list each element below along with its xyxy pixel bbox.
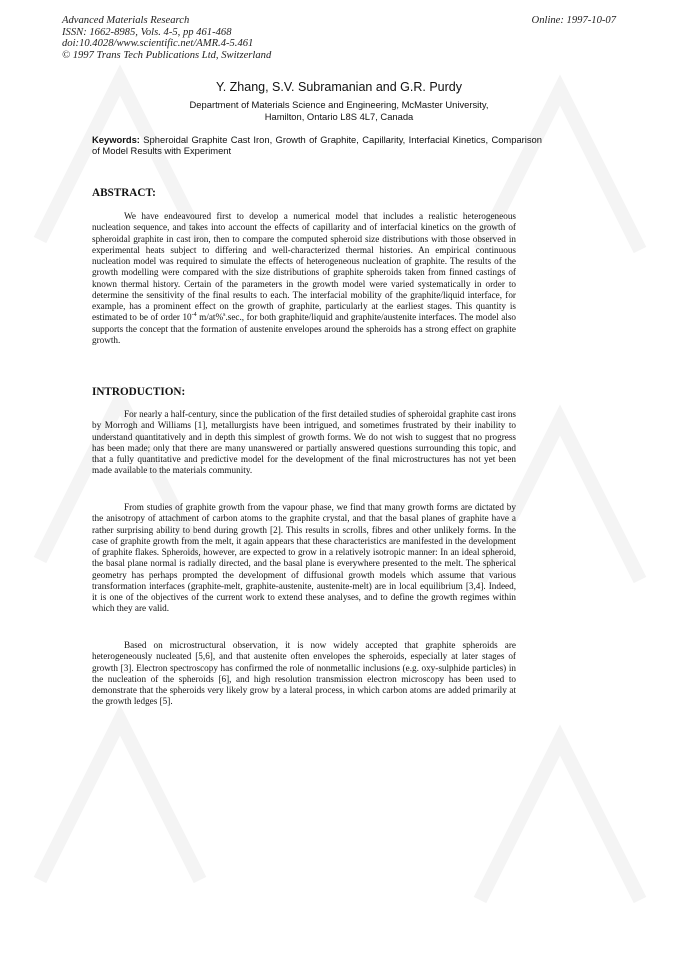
- keywords-label: Keywords:: [92, 134, 140, 145]
- online-date: Online: 1997-10-07: [531, 15, 616, 26]
- abstract-exponent-1: -4: [191, 312, 197, 319]
- abstract-text-part-1: We have endeavoured first to develop a numerical model that includes a realistic heterogeneous nucleation sequence, and takes into account the effects of capillarity and of interfacial kinetics on the growth of spheroidal graphite in cast iron, then to compare the computed spheroid size distributions with those observed in experimental heats subject to differing and well-characterized thermal histories. An empirical continuous nucleation model was required to simulate the effects of heterogeneous nucleation of graphite. The results of the growth modelling were compared with the size distributions of graphite spheroids taken from finned castings of known thermal history. Certain of the parameters in the growth model were varied systematically in order to determine the sensitivity of the final results to each. The interfacial mobility of the graphite/liquid interface, for example, has a prominent effect on the growth of graphite, particularly at the earliest stages. This quantity is estimated to be of order 10: [92, 211, 516, 323]
- abstract-text-part-3: .sec., for both graphite/liquid and graphite/austenite interfaces. The model also supports the concept that the formation of austenite envelopes around the spheroids has a strong effect on graphite growth.: [92, 312, 517, 345]
- author-list: Y. Zhang, S.V. Subramanian and G.R. Purdy: [216, 80, 462, 94]
- abstract-exponent-2: s: [223, 312, 226, 319]
- abstract-text-part-2: m/at%: [196, 312, 224, 323]
- copyright-line: © 1997 Trans Tech Publications Ltd, Switzerland: [62, 49, 272, 61]
- affiliation-line-1: Department of Materials Science and Engineering, McMaster University,: [189, 99, 489, 110]
- keywords-text: Spheroidal Graphite Cast Iron, Growth of Graphite, Capillarity, Interfacial Kinetics, Comparison of Model Results with Experiment: [92, 134, 542, 157]
- keywords-block: [92, 134, 542, 157]
- abstract-heading: ABSTRACT:: [92, 187, 156, 199]
- journal-name: Advanced Materials Research: [62, 15, 190, 26]
- introduction-paragraph-2: From studies of graphite growth from the vapour phase, we find that many growth forms are dictated by the anisotropy of attachment of carbon atoms to the graphite crystal, and that the basal planes of graphite have a rather surprising ability to bend during growth [2]. This results in scrolls, fibres and other unlikely forms. In the case of graphite growth from the melt, it again appears that these characteristics are manifested in the development of graphite flakes. Spheroids, however, are expected to grow in a relatively isotropic manner: In an ideal spheroid, the basal plane normal is radially directed, and the basal plane is everywhere presented to the melt. The spherical geometry has perhaps prompted the development of diffusional growth models which assume that various transformation interfaces (graphite-melt, graphite-austenite, austenite-melt) are in local equilibrium [3,4]. Indeed, it is one of the objectives of the current work to extend these analyses, and to define the growth regimes within which they are valid.: [92, 502, 516, 614]
- introduction-paragraph-3: Based on microstructural observation, it is now widely accepted that graphite spheroids are heterogeneously nucleated [5,6], and that austenite often envelopes the spheroids, especially at later stages of growth [3]. Electron spectroscopy has confirmed the role of nonmetallic inclusions (e.g. oxy-sulphide particles) in the nucleation of the spheroids [6], and high resolution transmission electron microscopy has been used to demonstrate that the spheroids very likely grow by a lateral process, in which carbon atoms are added primarily at the growth ledges [5].: [92, 640, 516, 707]
- affiliation-line-2: Hamilton, Ontario L8S 4L7, Canada: [264, 111, 414, 123]
- introduction-paragraph-1: For nearly a half-century, since the publication of the first detailed studies of spheroidal graphite cast irons by Morrogh and Williams [1], metallurgists have been intrigued, and sometimes frustrated by their inability to understand quantitatively and in depth this simplest of growth forms. We do not wish to suggest that no progress has been made; only that there are many unanswered or partially answered questions surrounding this topic, and that a fully quantitative and predictive model for the development of the final microstructures has not yet been made available to the materials community.: [92, 409, 516, 476]
- doi-line[interactable]: doi:10.4028/www.scientific.net/AMR.4-5.461: [62, 38, 254, 50]
- issn-line: ISSN: 1662-8985, Vols. 4-5, pp 461-468: [62, 26, 232, 38]
- affiliation: [0, 99, 678, 124]
- abstract-paragraph: [92, 211, 516, 346]
- introduction-heading: INTRODUCTION:: [92, 386, 186, 398]
